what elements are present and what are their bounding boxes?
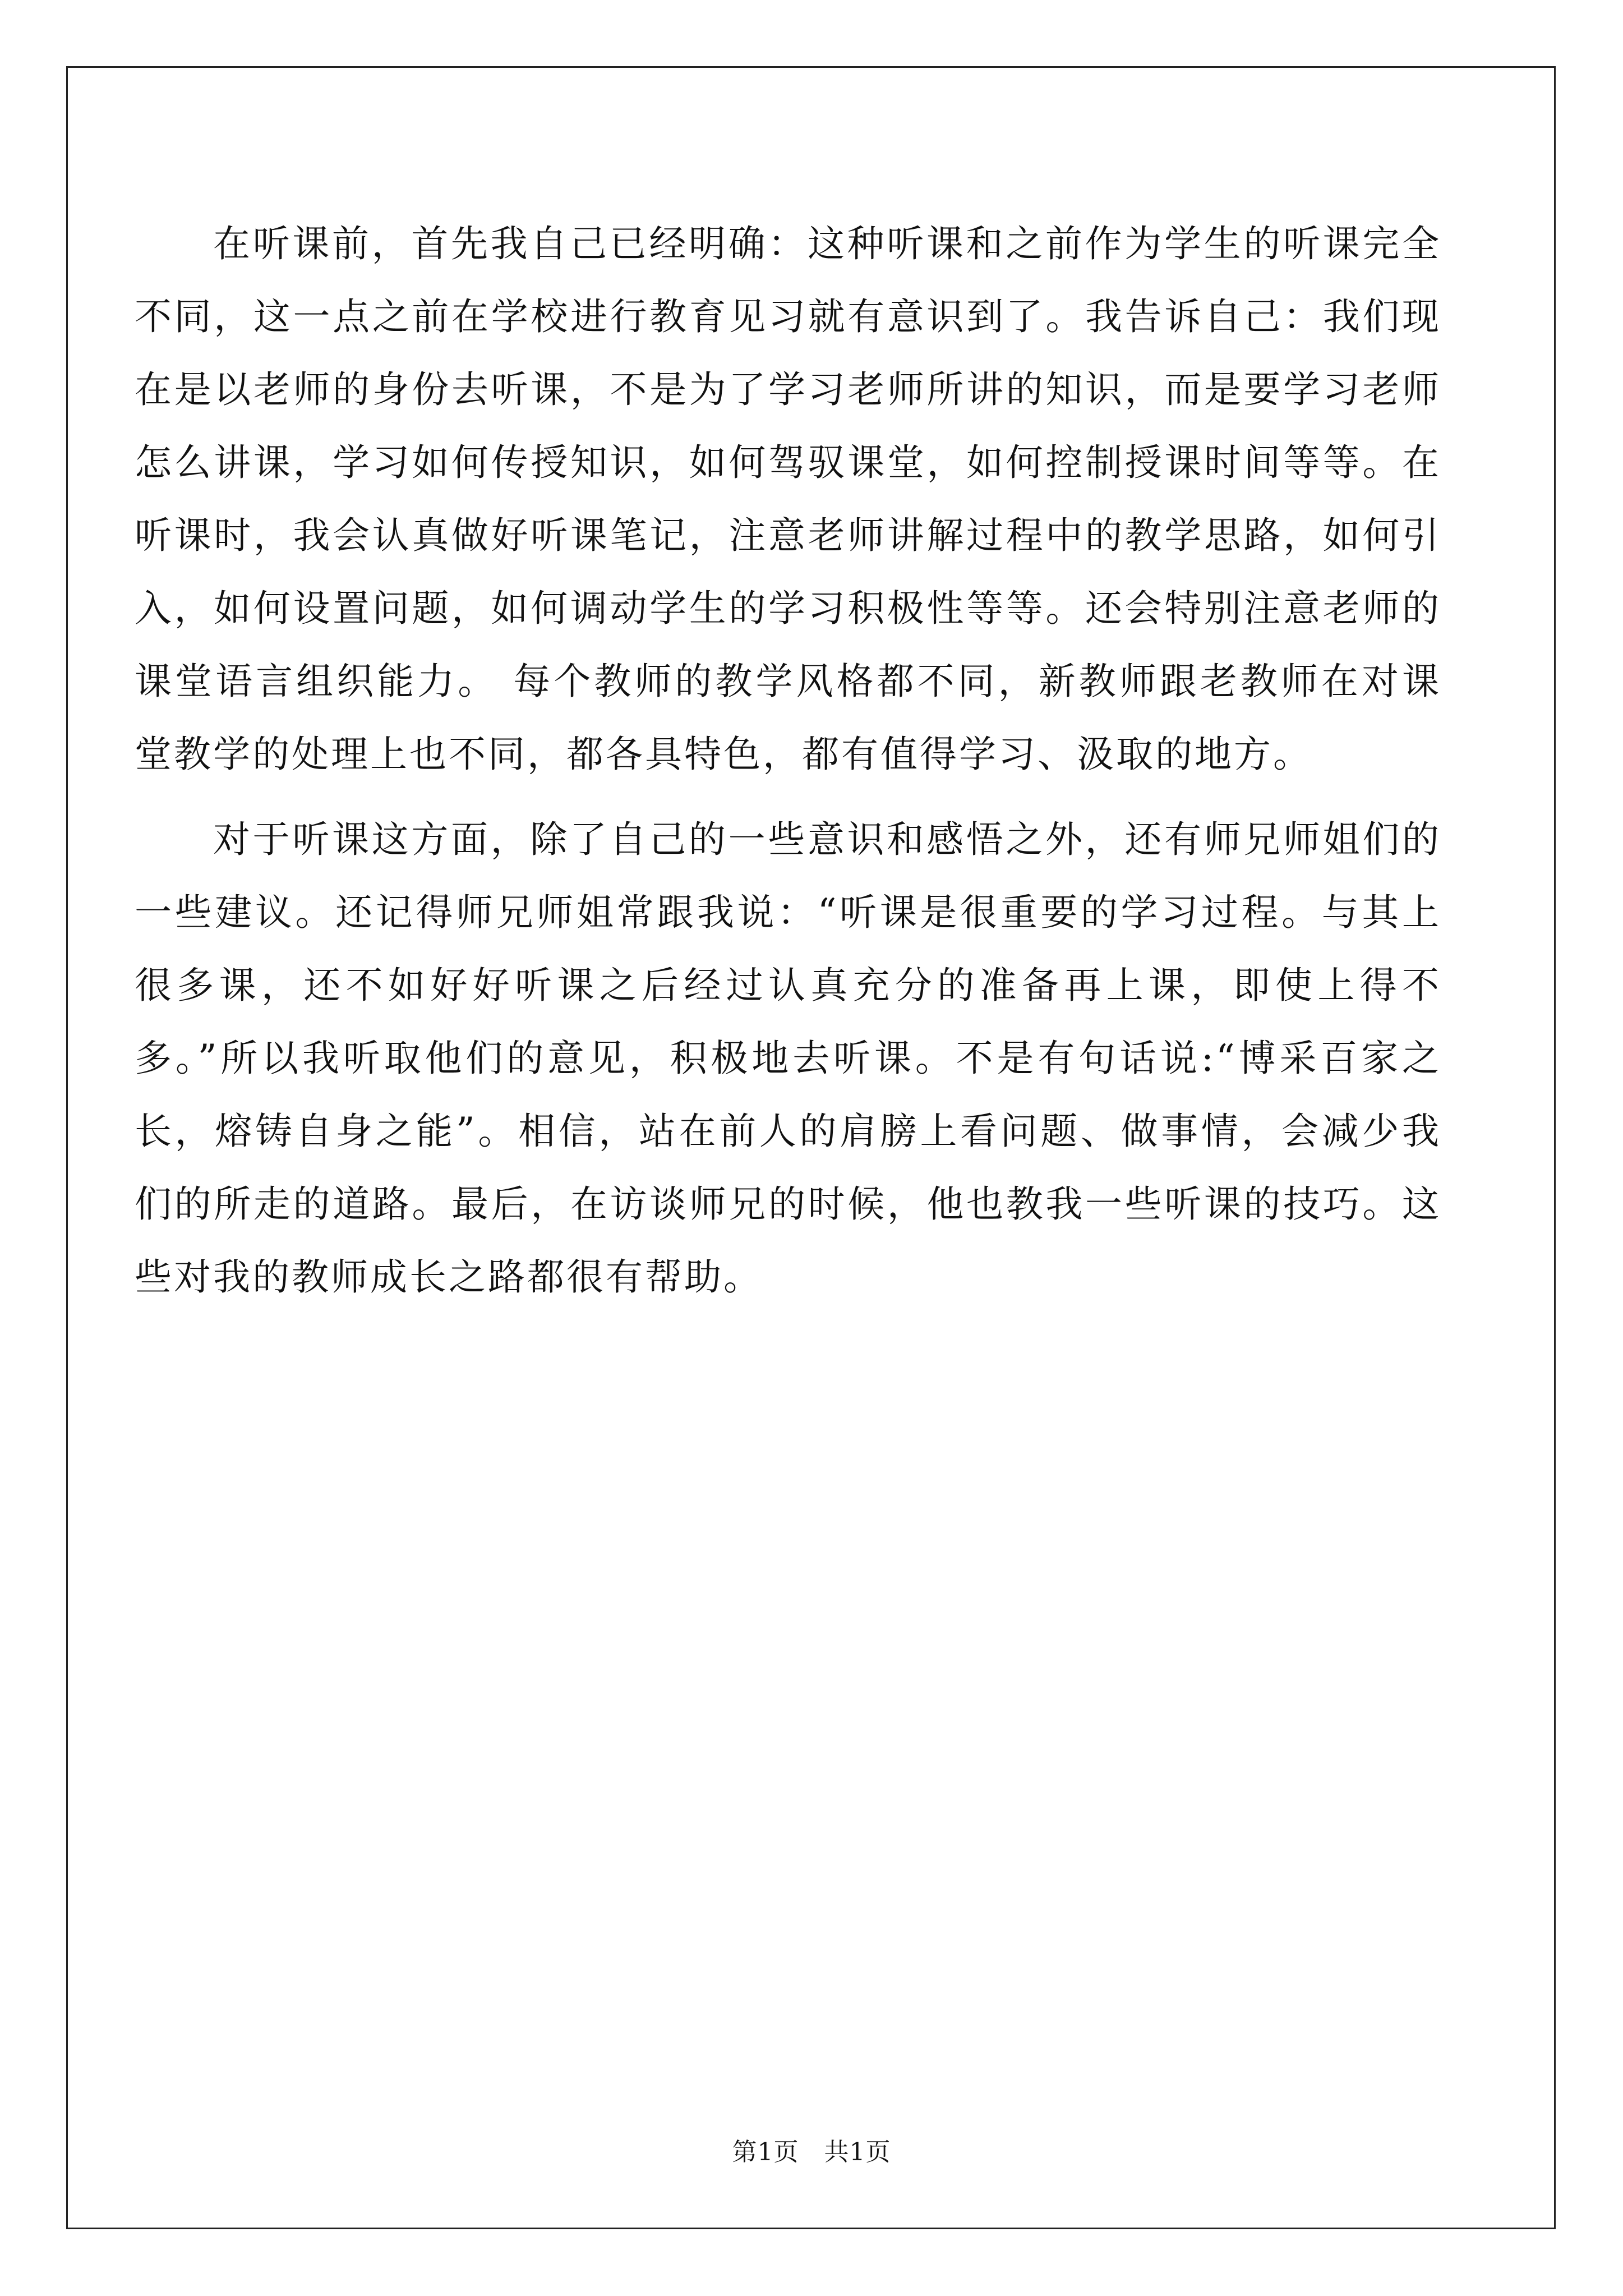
paragraph-1: 在听课前，首先我自己已经明确：这种听课和之前作为学生的听课完全不同，这一点之前在学校进行教育见习就有意识到了。我告诉自己：我们现在是以老师的身份去听课，不是为了学习老师所讲的知识，而是要学习老师怎么讲课，学习如何传授知识，如何驾驭课堂，如何控制授课时间等等。在听课时，我会认真做好听课笔记，注意老师讲解过程中的教学思路，如何引入，如何设置问题，如何调动学生的学习积极性等等。还会特别注意老师的课堂语言组织能力。 每个教师的教学风格都不同，新教师跟老教师在对课堂教学的处理上也不同，都各具特色，都有值得学习、汲取的地方。 bbox=[135, 222, 1441, 776]
document-body bbox=[135, 208, 1441, 1314]
paragraph-2: 对于听课这方面，除了自己的一些意识和感悟之外，还有师兄师姐们的一些建议。还记得师兄师姐常跟我说：“听课是很重要的学习过程。与其上很多课，还不如好好听课之后经过认真充分的准备再上课，即使上得不多。”所以我听取他们的意见，积极地去听课。不是有句话说:“博采百家之长，熔铸自身之能”。相信，站在前人的肩膀上看问题、做事情，会减少我们的所走的道路。最后，在访谈师兄的时候，他也教我一些听课的技巧。这些对我的教师成长之路都很有帮助。 bbox=[135, 818, 1441, 1299]
page-number-footer: 第1页 共1页 bbox=[732, 2138, 891, 2166]
